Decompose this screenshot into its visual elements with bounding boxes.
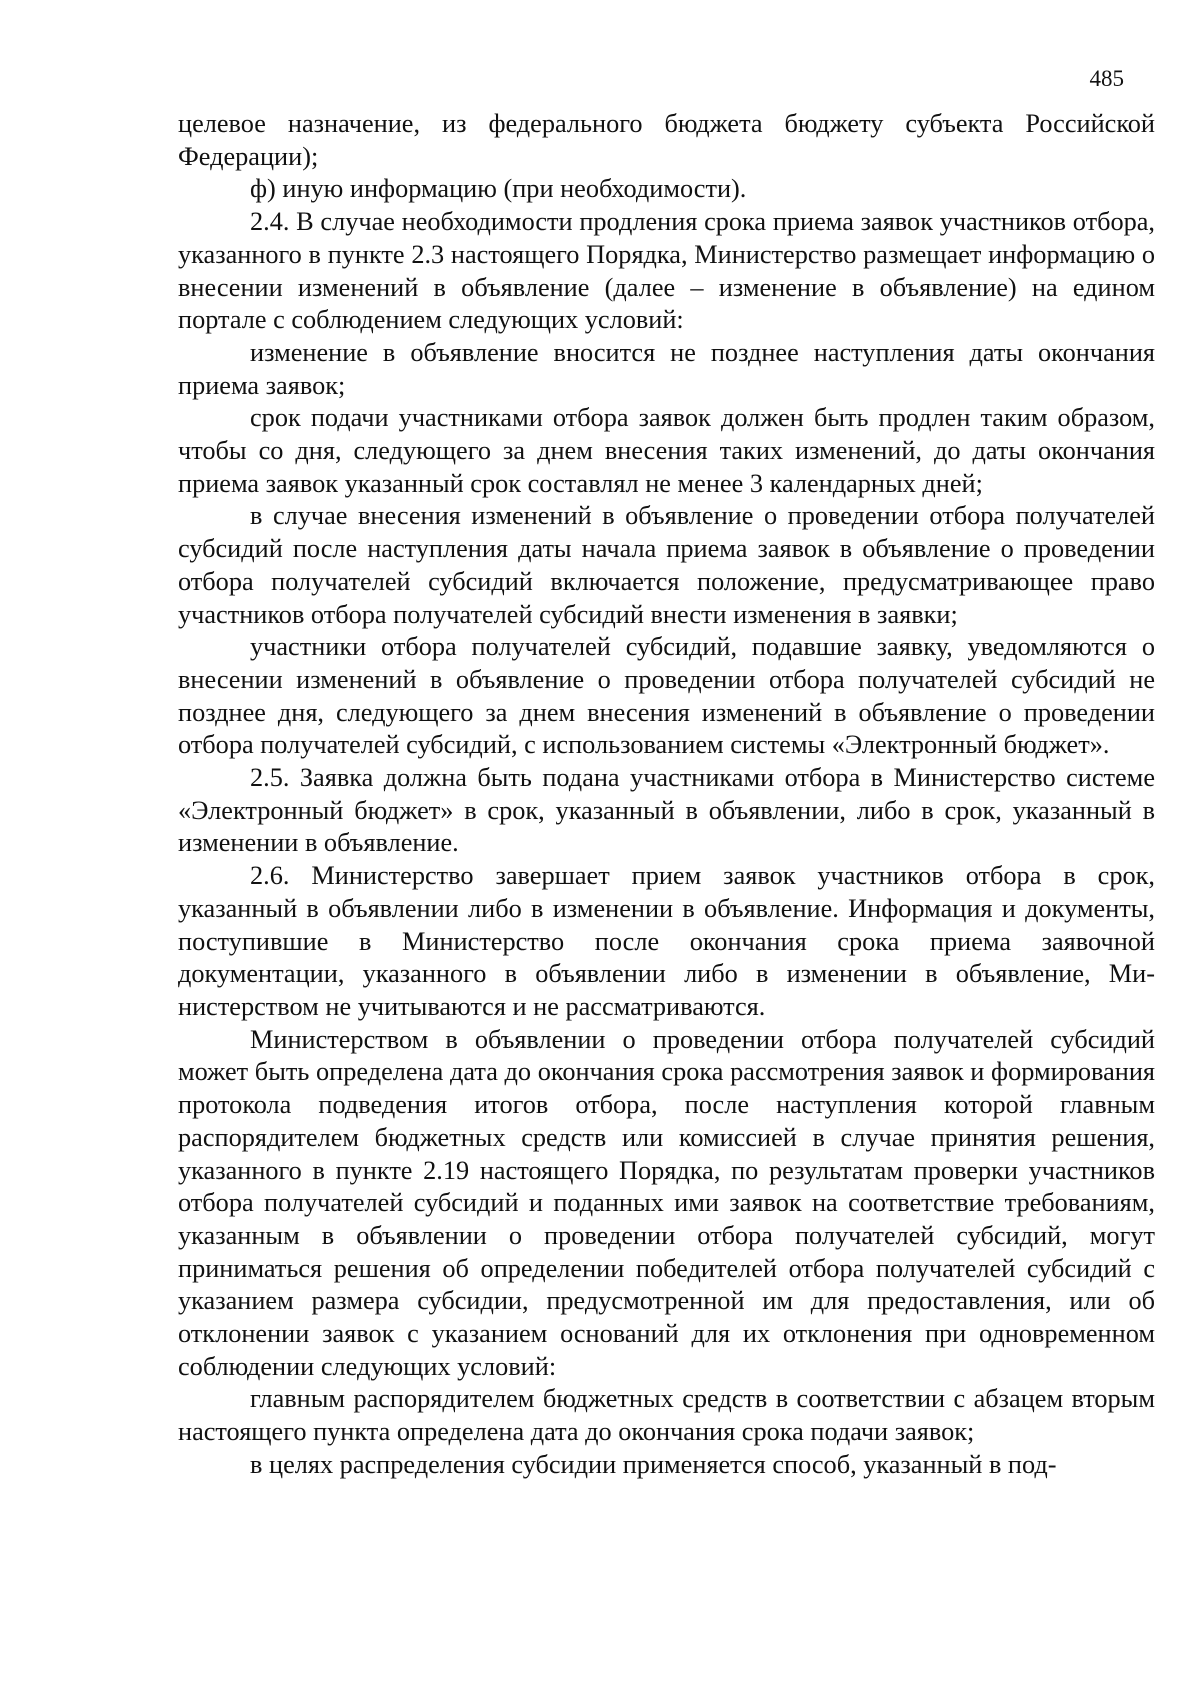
paragraph: изменение в объявление вносится не позднее наступления даты окончания приема заявок; [178, 337, 1155, 400]
paragraph: 2.5. Заявка должна быть подана участниками отбора в Министерство системе «Электронный бюджет» в срок, указанный в объявлении, либо в срок, указанный в изменении в объявление. [178, 763, 1155, 858]
paragraph: участники отбора получателей субсидий, подавшие заявку, уведомляются о внесении изменений в объявление о проведении отбора получателей субсидий не позднее дня, следующего за днем внесения изменений в объявление о проведении отбора получателей субсидий, с использованием системы «Электронный бюджет». [178, 632, 1155, 760]
paragraph: в случае внесения изменений в объявление о проведении отбора получателей субсидий после наступления даты начала приема заявок в объявление о проведении отбора получателей субсидий включается положение, предусматривающее право участников отбора получателей субсидий внести изменения в заявки; [178, 501, 1155, 629]
paragraph: срок подачи участниками отбора заявок должен быть продлен таким образом, чтобы со дня, следующего за днем внесения таких изменений, до даты окончания приема заявок указанный срок составлял не менее 3 календарных дней; [178, 403, 1155, 498]
paragraph: главным распорядителем бюджетных средств в соответствии с абзацем вторым настоящего пункта определена дата до окончания срока подачи заявок; [178, 1384, 1155, 1447]
paragraph: в целях распределения субсидии применяется способ, указанный в под- [250, 1449, 1057, 1479]
body-text [178, 108, 1155, 1482]
paragraph: ф) иную информацию (при необходимости). [250, 174, 747, 204]
paragraph: 2.4. В случае необходимости продления срока приема заявок участников отбора, указанного в пункте 2.3 настоящего Порядка, Министерство размещает информацию о внесении изменений в объявление (далее – изменение в объявление) на едином портале с соблюдением следующих условий: [178, 207, 1155, 335]
page-number: 485 [1089, 66, 1124, 91]
paragraph: 2.6. Министерство завершает прием заявок участников отбора в срок, указанный в объявлении либо в изменении в объявление. Информация и документы, поступившие в Министерство после окончания срока приема заявочной документации, указанного в объявлении либо в изменении в объявление, Министерством не учитываются и не рассматриваются. [178, 861, 1155, 1021]
paragraph: Министерством в объявлении о проведении отбора получателей субсидий может быть определена дата до окончания срока рассмотрения заявок и формирования протокола подведения итогов отбора, после наступления которой главным распорядителем бюджетных средств или комиссией в случае принятия решения, указанного в пункте 2.19 настоящего Порядка, по результатам проверки участников отбора получателей субсидий и поданных ими заявок на соответствие требованиям, указанным в объявлении о проведении отбора получателей субсидий, могут приниматься решения об определении победителей отбора получателей субсидий с указанием размера субсидии, предусмотренной им для предоставления, или об отклонении заявок с указанием оснований для их отклонения при одновременном соблюдении следующих условий: [178, 1024, 1155, 1381]
paragraph: целевое назначение, из федерального бюджета бюджету субъекта Российской Федерации); [178, 109, 1155, 171]
